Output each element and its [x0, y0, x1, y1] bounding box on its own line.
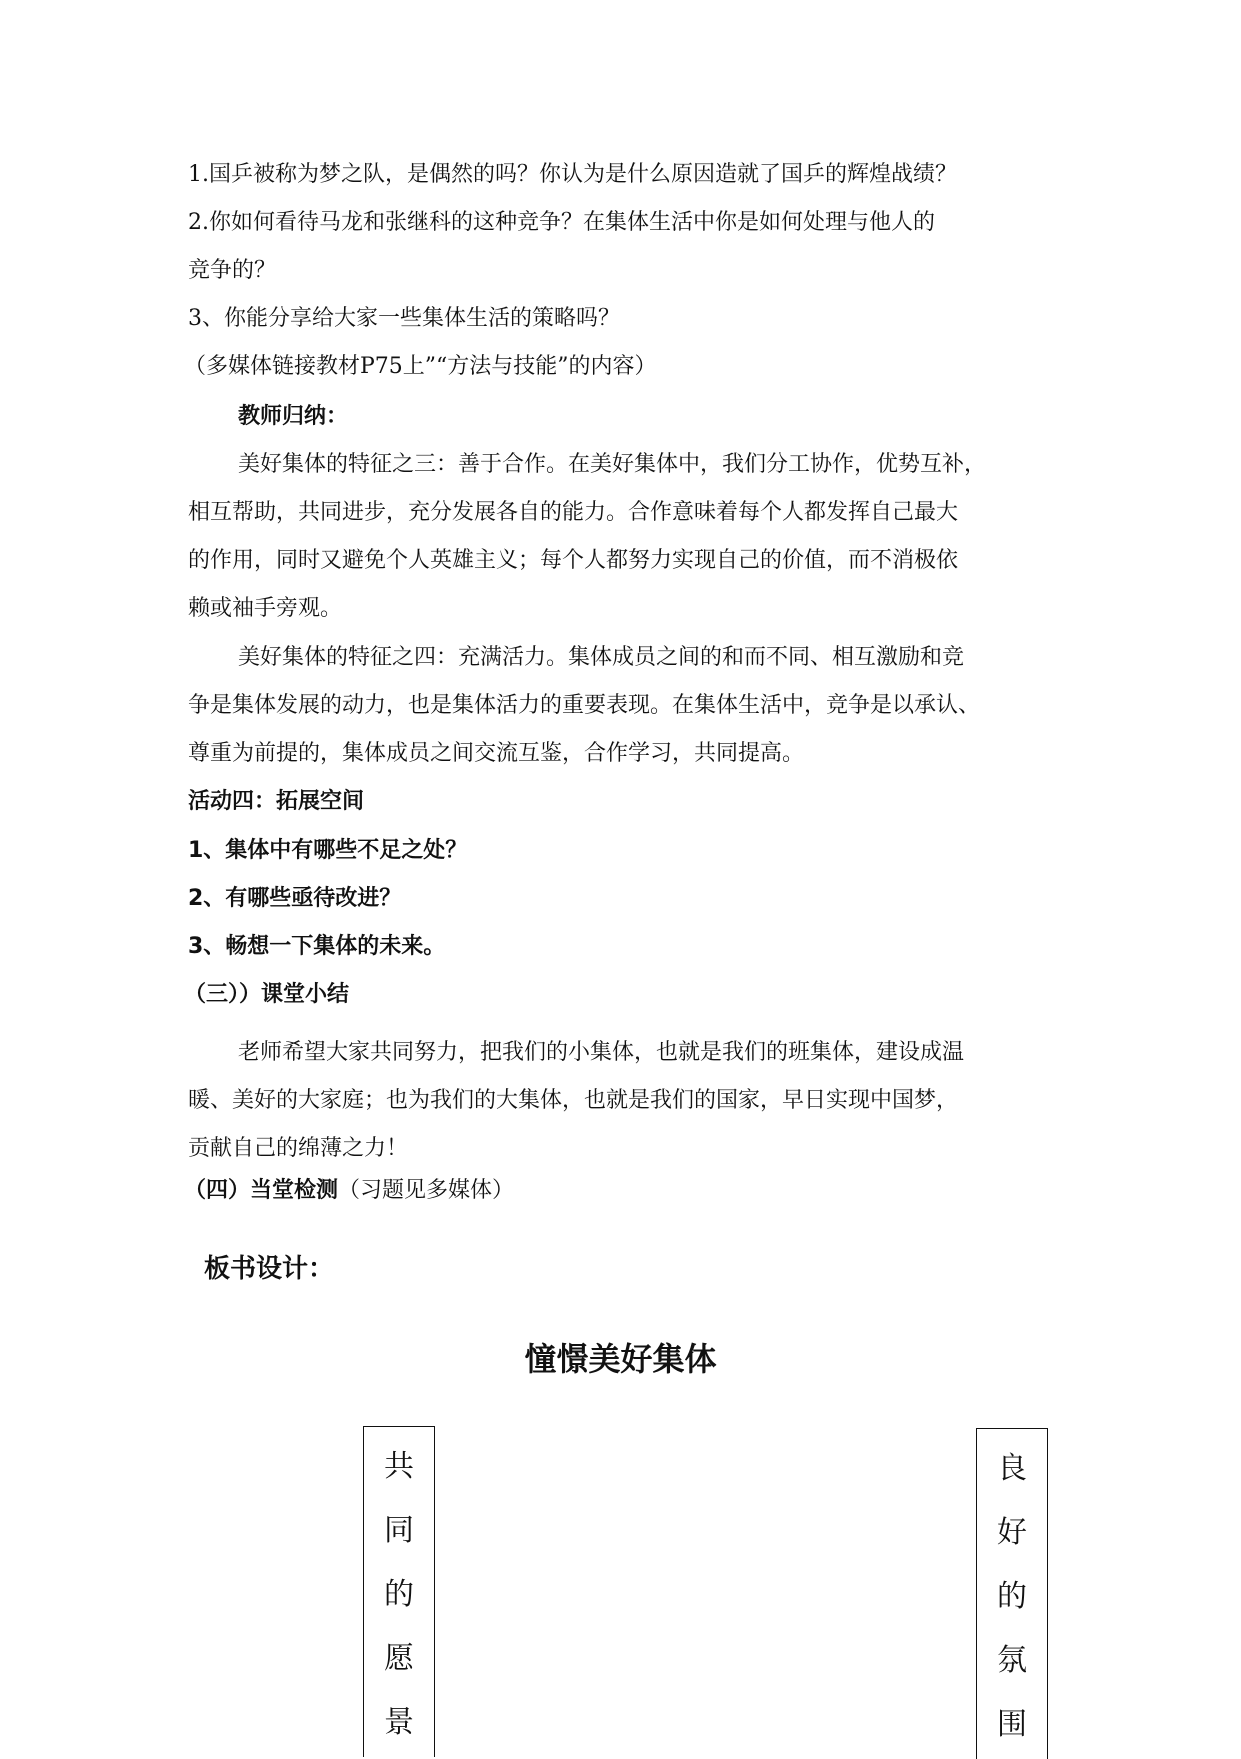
- left-vertical-box: [363, 1426, 435, 1757]
- box-char: 氛: [997, 1643, 1027, 1678]
- box-char: 的: [997, 1579, 1027, 1614]
- paragraph-line: 贡献自己的绵薄之力！: [188, 1136, 409, 1161]
- detection-label: （四）当堂检测: [184, 1178, 339, 1203]
- paragraph-line: 美好集体的特征之三：善于合作。在美好集体中，我们分工协作，优势互补，: [238, 452, 987, 477]
- board-title: 憧憬美好集体: [524, 1340, 717, 1378]
- paragraph-line: 尊重为前提的，集体成员之间交流互鉴，合作学习，共同提高。: [188, 741, 805, 766]
- teacher-summary-heading: 教师归纳：: [238, 404, 349, 429]
- activity-item: 1、集体中有哪些不足之处？: [188, 838, 468, 863]
- question-3: 3、你能分享给大家一些集体生活的策略吗？: [188, 306, 620, 331]
- box-char: 的: [384, 1577, 414, 1612]
- paragraph-line: 争是集体发展的动力，也是集体活力的重要表现。在集体生活中，竞争是以承认、: [188, 693, 981, 718]
- question-2-cont: 竞争的？: [188, 258, 277, 283]
- right-vertical-box: [976, 1428, 1048, 1759]
- paragraph-line: 的作用，同时又避免个人英雄主义；每个人都努力实现自己的价值，而不消极依: [188, 548, 959, 573]
- question-1: 1.国乒被称为梦之队，是偶然的吗？你认为是什么原因造就了国乒的辉煌战绩？: [188, 162, 957, 187]
- detection-line: [184, 1176, 514, 1206]
- multimedia-note: （多媒体链接教材P75上”“方法与技能”的内容）: [184, 354, 657, 379]
- box-char: 同: [384, 1513, 414, 1548]
- box-char: 共: [384, 1449, 414, 1484]
- box-char: 良: [997, 1451, 1027, 1486]
- paragraph-line: 暖、美好的大家庭；也为我们的大集体，也就是我们的国家，早日实现中国梦，: [188, 1088, 959, 1113]
- box-char: 愿: [384, 1641, 414, 1676]
- board-design-heading: 板书设计：: [204, 1254, 335, 1284]
- activity-item: 2、有哪些亟待改进？: [188, 886, 402, 911]
- box-char: 景: [384, 1705, 414, 1740]
- question-2: 2.你如何看待马龙和张继科的这种竞争？在集体生活中你是如何处理与他人的: [188, 210, 935, 235]
- paragraph-line: 老师希望大家共同努力，把我们的小集体，也就是我们的班集体，建设成温: [238, 1040, 965, 1065]
- paragraph-line: 赖或袖手旁观。: [188, 596, 343, 621]
- class-summary-heading: （三））课堂小结: [184, 982, 350, 1007]
- activity-item: 3、畅想一下集体的未来。: [188, 934, 446, 959]
- paragraph-line: 美好集体的特征之四：充满活力。集体成员之间的和而不同、相互激励和竞: [238, 645, 965, 670]
- box-char: 好: [997, 1515, 1027, 1550]
- box-char: 围: [997, 1707, 1027, 1742]
- detection-note: （习题见多媒体）: [338, 1178, 515, 1203]
- activity-4-heading: 活动四：拓展空间: [188, 789, 365, 814]
- paragraph-line: 相互帮助，共同进步，充分发展各自的能力。合作意味着每个人都发挥自己最大: [188, 500, 959, 525]
